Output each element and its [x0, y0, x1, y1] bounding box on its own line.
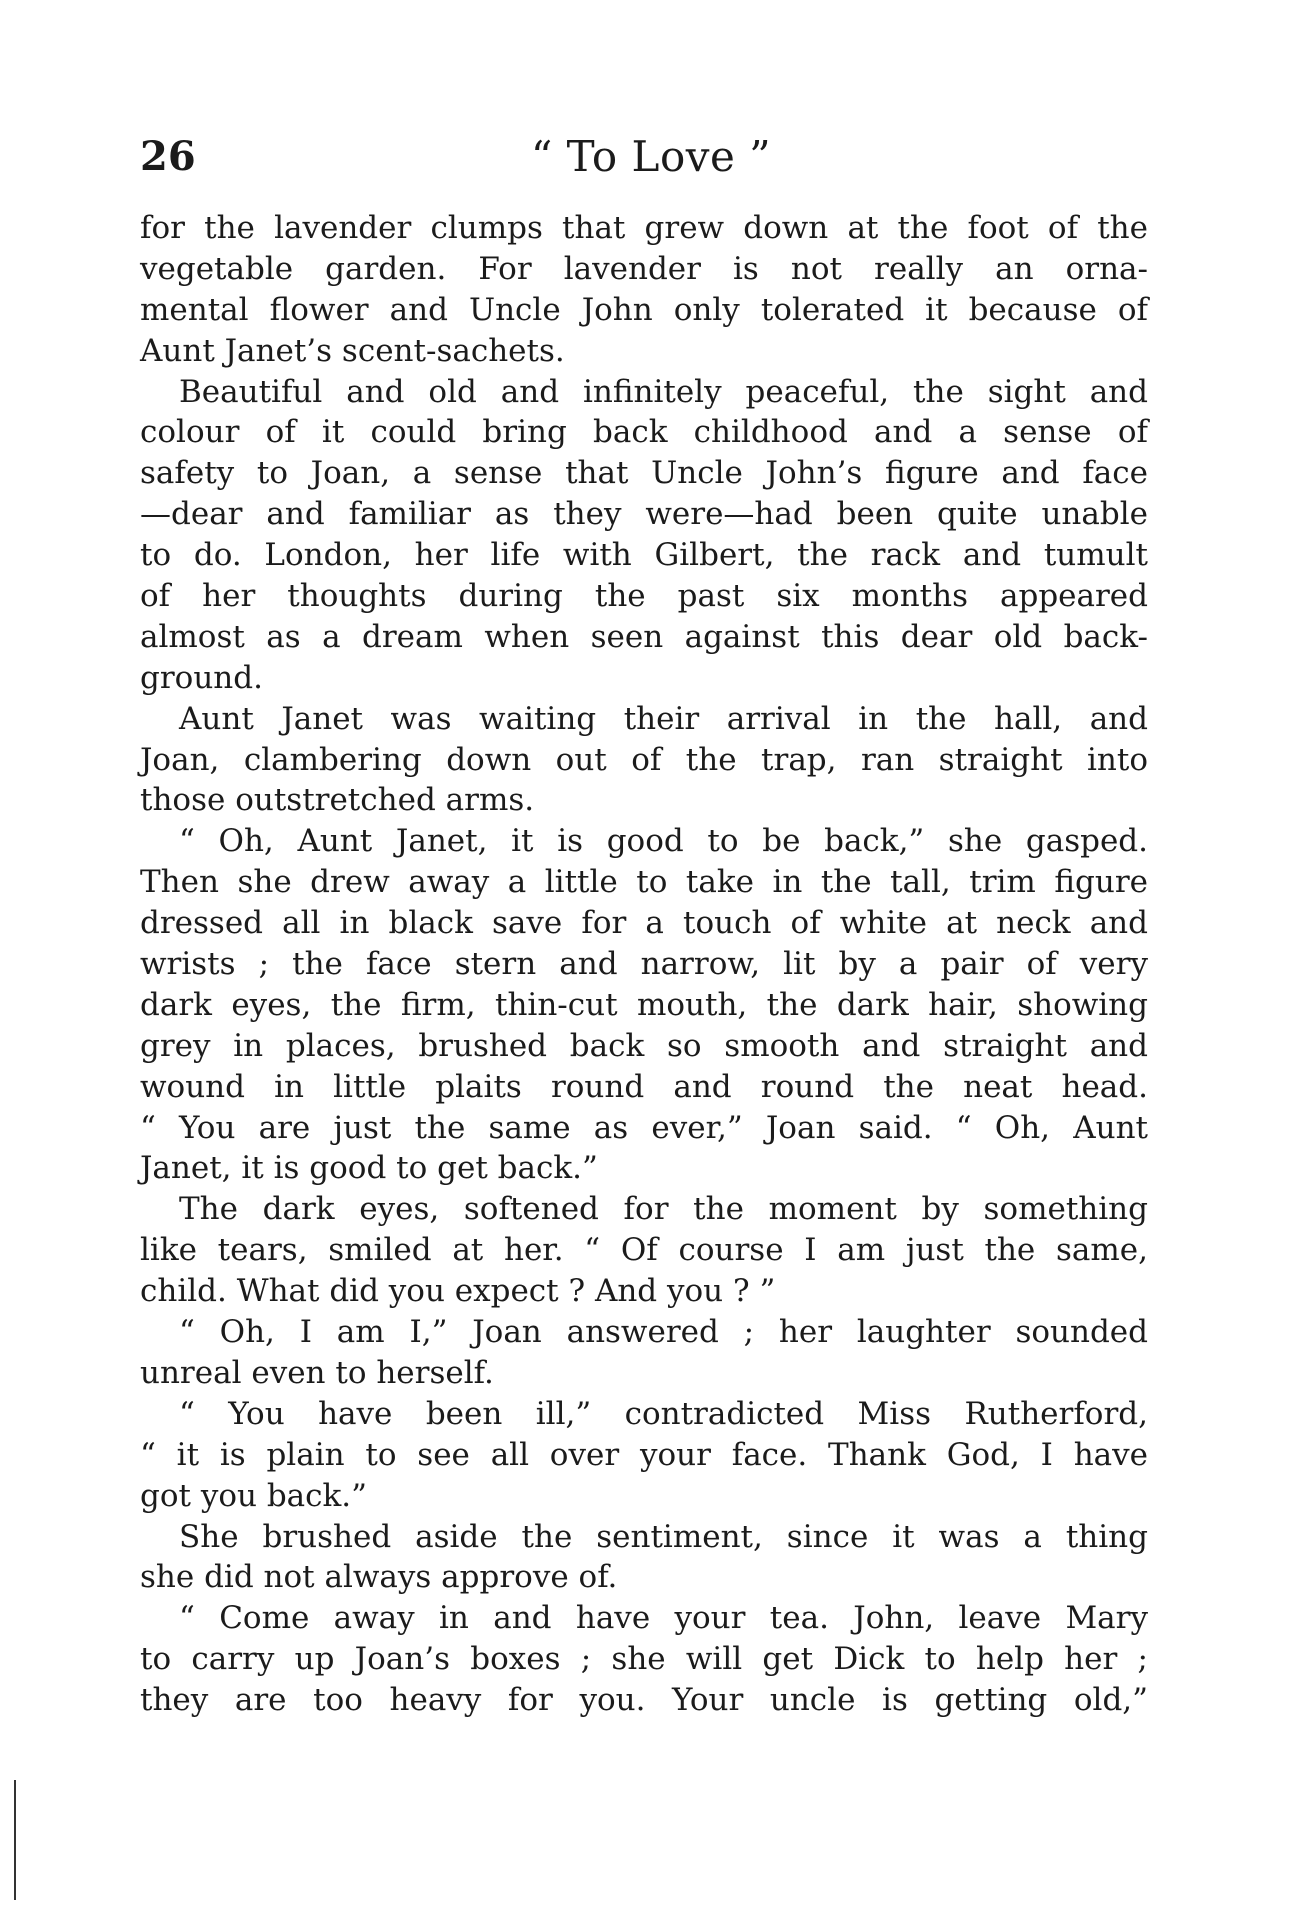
page-number: 26 [140, 133, 196, 180]
text-line: unreal even to herself. [140, 1354, 494, 1391]
text-line: “ it is plain to see all over your face. Thank God, I have [140, 1436, 1148, 1473]
body-text [140, 208, 1148, 1721]
text-line: dressed all in black save for a touch of white at neck and [140, 905, 1148, 942]
paragraph-first-line: Aunt Janet was waiting their arrival in the hall, and [179, 700, 1148, 737]
paragraph-first-line: The dark eyes, softened for the moment by something [179, 1191, 1148, 1228]
text-line: Then she drew away a little to take in the tall, trim figure [140, 864, 1148, 901]
text-line: child. What did you expect ? And you ? ” [140, 1273, 776, 1310]
paragraph-first-line: “ You have been ill,” contradicted Miss Rutherford, [179, 1395, 1148, 1432]
margin-scan-mark [14, 1780, 16, 1900]
text-line: colour of it could bring back childhood and a sense of [140, 414, 1148, 451]
text-line: got you back.” [140, 1477, 367, 1514]
text-line: to carry up Joan’s boxes ; she will get Dick to help her ; [140, 1641, 1148, 1678]
text-line: she did not always approve of. [140, 1559, 618, 1596]
text-line: safety to Joan, a sense that Uncle John’s figure and face [140, 455, 1148, 492]
text-line: those outstretched arms. [140, 782, 535, 819]
text-line: Aunt Janet’s scent-sachets. [140, 332, 565, 369]
text-line: Janet, it is good to get back.” [140, 1150, 598, 1187]
text-line: wound in little plaits round and round the neat head. [140, 1068, 1148, 1105]
running-title: “ To Love ” [530, 132, 772, 181]
text-line: grey in places, brushed back so smooth and straight and [140, 1027, 1148, 1064]
text-line: —dear and familiar as they were—had been quite unable [140, 496, 1148, 533]
paragraph-first-line: “ Come away in and have your tea. John, leave Mary [179, 1600, 1148, 1637]
text-line: wrists ; the face stern and narrow, lit by a pair of very [140, 946, 1148, 983]
paragraph-first-line: “ Oh, I am I,” Joan answered ; her laughter sounded [179, 1314, 1148, 1351]
text-line: mental flower and Uncle John only tolerated it because of [140, 291, 1148, 328]
text-line: to do. London, her life with Gilbert, the rack and tumult [140, 537, 1148, 574]
text-line: like tears, smiled at her. “ Of course I am just the same, [140, 1232, 1148, 1269]
text-line: they are too heavy for you. Your uncle is getting old,” [140, 1682, 1148, 1719]
text-line: ground. [140, 659, 263, 696]
text-line: for the lavender clumps that grew down at the foot of the [140, 210, 1148, 246]
paragraph-first-line: She brushed aside the sentiment, since it was a thing [179, 1518, 1148, 1555]
text-line: vegetable garden. For lavender is not really an orna- [140, 250, 1148, 287]
paragraph-first-line: “ Oh, Aunt Janet, it is good to be back,” she gasped. [179, 823, 1148, 860]
paragraph-first-line: Beautiful and old and infinitely peaceful, the sight and [179, 373, 1148, 410]
page-header [140, 132, 1162, 192]
text-line: almost as a dream when seen against this dear old back- [140, 618, 1148, 655]
text-line: Joan, clambering down out of the trap, ran straight into [140, 741, 1148, 778]
text-line: of her thoughts during the past six months appeared [140, 578, 1148, 615]
text-line: “ You are just the same as ever,” Joan said. “ Oh, Aunt [140, 1109, 1148, 1146]
text-line: dark eyes, the firm, thin-cut mouth, the dark hair, showing [140, 986, 1148, 1023]
